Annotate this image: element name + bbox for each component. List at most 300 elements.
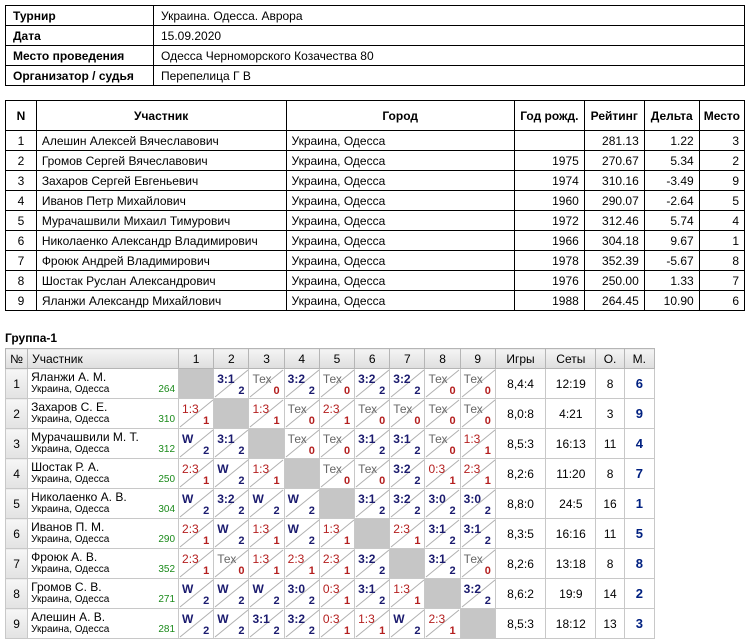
participants-column-header: Город: [286, 101, 514, 131]
result-box: [355, 369, 389, 398]
participant-number: 6: [6, 231, 37, 251]
result-score: W: [217, 522, 229, 536]
result-score: W: [287, 522, 299, 536]
result-box: [390, 519, 424, 548]
result-box: [355, 459, 389, 488]
result-cell: [179, 609, 214, 639]
row-number: 5: [6, 489, 28, 519]
participant-city: Украина, Одесса: [286, 151, 514, 171]
result-box: [461, 519, 495, 548]
points-value: 11: [596, 519, 624, 549]
result-points: 0: [273, 385, 280, 397]
participant-name: Громов Сергей Вячеславович: [36, 151, 286, 171]
cross-header-opponent: 6: [355, 349, 390, 369]
result-score: 1:3: [393, 582, 410, 596]
player-rating: 352: [158, 564, 176, 575]
tournament-info-table: [5, 5, 745, 86]
result-box: [425, 459, 459, 488]
participant-birth-year: 1978: [514, 251, 584, 271]
result-points: 2: [203, 595, 210, 607]
participant-city: Украина, Одесса: [286, 251, 514, 271]
sets-value: 24:5: [546, 489, 596, 519]
result-score: 2:3: [393, 522, 410, 536]
place-value: 8: [624, 549, 654, 579]
result-cell: [249, 399, 284, 429]
result-cell: [390, 399, 425, 429]
info-label: Организатор / судья: [6, 66, 154, 86]
result-box: [461, 579, 495, 608]
diagonal-cell: [319, 489, 354, 519]
result-score: 1:3: [182, 402, 199, 416]
result-box: [355, 429, 389, 458]
group-cross-table: [5, 348, 655, 639]
result-points: 2: [484, 505, 491, 517]
participant-place: 4: [699, 211, 744, 231]
result-cell: [179, 549, 214, 579]
player-city: Украина, Одесса 304: [31, 504, 176, 515]
result-points: 2: [238, 445, 245, 457]
result-points: 2: [484, 595, 491, 607]
diagonal-cell: [179, 369, 214, 399]
result-score: 3:2: [393, 372, 411, 386]
result-box: [355, 549, 389, 578]
participant-birth-year: 1988: [514, 291, 584, 311]
result-score: 3:2: [287, 612, 305, 626]
participant-delta: -3.49: [644, 171, 699, 191]
table-row: [6, 231, 745, 251]
result-points: 1: [343, 595, 351, 607]
result-box: [179, 489, 213, 518]
result-box: [320, 609, 354, 638]
result-score: W: [182, 432, 194, 446]
result-cell: [284, 519, 319, 549]
result-points: 1: [273, 535, 280, 547]
result-points: 2: [308, 625, 315, 637]
participant-rating: 264.45: [584, 291, 644, 311]
result-box: [285, 369, 319, 398]
result-points: 2: [238, 505, 245, 517]
result-points: 2: [273, 595, 280, 607]
result-cell: [425, 429, 460, 459]
result-box: [320, 579, 354, 608]
place-value: 2: [624, 579, 654, 609]
participant-name: Яланжи Александр Михайлович: [36, 291, 286, 311]
result-cell: [390, 369, 425, 399]
result-box: [214, 579, 248, 608]
result-score: 3:2: [217, 492, 235, 506]
result-cell: [460, 369, 495, 399]
result-points: 2: [238, 535, 245, 547]
result-cell: [425, 399, 460, 429]
result-box: [285, 579, 319, 608]
result-box: [214, 459, 248, 488]
result-points: 1: [203, 415, 210, 427]
result-cell: [390, 579, 425, 609]
result-box: [249, 399, 283, 428]
result-cell: [390, 519, 425, 549]
participant-rating: 290.07: [584, 191, 644, 211]
result-score: 1:3: [252, 552, 270, 566]
result-points: 0: [238, 565, 245, 577]
result-box: [390, 609, 424, 638]
table-row: [6, 151, 745, 171]
result-points: 1: [343, 535, 351, 547]
result-box: [214, 429, 248, 458]
result-points: 1: [449, 625, 456, 637]
result-points: 2: [484, 535, 491, 547]
result-points: 0: [343, 445, 351, 457]
participant-delta: 1.33: [644, 271, 699, 291]
result-points: 1: [343, 625, 351, 637]
result-box: [425, 399, 459, 428]
player-cell: [28, 369, 179, 399]
participant-birth-year: 1960: [514, 191, 584, 211]
cross-header-games: Игры: [495, 349, 545, 369]
result-points: 1: [484, 445, 491, 457]
cross-header-opponent: 7: [390, 349, 425, 369]
result-box: [249, 369, 283, 398]
result-cell: [425, 549, 460, 579]
result-box: [214, 369, 248, 398]
result-box: [425, 549, 459, 578]
diagonal-cell: [284, 459, 319, 489]
result-points: 0: [343, 385, 351, 397]
result-points: 0: [449, 385, 456, 397]
player-name: Шостак Р. А.: [31, 460, 100, 474]
participant-birth-year: 1976: [514, 271, 584, 291]
player-city: Украина, Одесса 310: [31, 414, 176, 425]
row-number: 7: [6, 549, 28, 579]
result-box: [285, 519, 319, 548]
result-points: 2: [449, 505, 456, 517]
place-value: 4: [624, 429, 654, 459]
result-box: [461, 369, 495, 398]
result-score: 3:1: [217, 432, 235, 446]
result-cell: [460, 519, 495, 549]
result-box: [461, 429, 495, 458]
table-row: [6, 171, 745, 191]
result-score: W: [393, 612, 405, 626]
table-row: [6, 271, 745, 291]
result-box: [214, 609, 248, 638]
result-score: 3:0: [287, 582, 305, 596]
points-value: 8: [596, 459, 624, 489]
result-points: 2: [308, 505, 315, 517]
table-row: [6, 489, 655, 519]
player-rating: 281: [158, 624, 176, 635]
participant-name: Шостак Руслан Александрович: [36, 271, 286, 291]
player-city: Украина, Одесса 312: [31, 444, 176, 455]
points-value: 16: [596, 489, 624, 519]
result-cell: [249, 369, 284, 399]
player-cell: [28, 429, 179, 459]
result-score: 3:2: [393, 462, 411, 476]
result-box: [390, 429, 424, 458]
table-row: [6, 131, 745, 151]
result-cell: [355, 459, 390, 489]
result-cell: [460, 399, 495, 429]
participant-delta: 1.22: [644, 131, 699, 151]
result-points: 1: [203, 475, 210, 487]
result-score: W: [182, 582, 194, 596]
result-box: [249, 519, 283, 548]
player-rating: 250: [158, 474, 176, 485]
result-score: 3:2: [463, 582, 482, 596]
player-city: Украина, Одесса 271: [31, 594, 176, 605]
participant-rating: 304.18: [584, 231, 644, 251]
result-box: [285, 549, 319, 578]
result-cell: [284, 579, 319, 609]
participant-place: 5: [699, 191, 744, 211]
table-row: [6, 291, 745, 311]
participants-table: [5, 100, 745, 311]
result-box: [249, 459, 283, 488]
result-score: Тех: [322, 432, 342, 446]
result-cell: [319, 519, 354, 549]
row-number: 9: [6, 609, 28, 639]
participant-rating: 352.39: [584, 251, 644, 271]
diagonal-cell: [390, 549, 425, 579]
info-value: Украина. Одесса. Аврора: [154, 6, 745, 26]
player-rating: 290: [158, 534, 176, 545]
player-city: Украина, Одесса 290: [31, 534, 176, 545]
participant-city: Украина, Одесса: [286, 271, 514, 291]
result-score: W: [287, 492, 299, 506]
place-value: 9: [624, 399, 654, 429]
participant-delta: -5.67: [644, 251, 699, 271]
result-box: [461, 489, 495, 518]
place-value: 6: [624, 369, 654, 399]
result-points: 2: [414, 475, 421, 487]
result-box: [249, 489, 283, 518]
result-cell: [460, 579, 495, 609]
result-cell: [179, 489, 214, 519]
games-value: 8,6:2: [495, 579, 545, 609]
result-cell: [249, 519, 284, 549]
result-box: [285, 429, 319, 458]
participant-city: Украина, Одесса: [286, 171, 514, 191]
place-value: 1: [624, 489, 654, 519]
result-score: 3:0: [463, 492, 482, 506]
player-cell: [28, 399, 179, 429]
result-cell: [425, 369, 460, 399]
result-cell: [214, 579, 249, 609]
result-score: 3:1: [358, 492, 376, 506]
sets-value: 11:20: [546, 459, 596, 489]
games-value: 8,3:5: [495, 519, 545, 549]
result-score: W: [252, 582, 264, 596]
games-value: 8,2:6: [495, 549, 545, 579]
result-box: [425, 519, 459, 548]
result-cell: [179, 519, 214, 549]
participants-column-header: Рейтинг: [584, 101, 644, 131]
result-points: 2: [203, 625, 210, 637]
result-score: 2:3: [182, 462, 199, 476]
table-row: [6, 549, 655, 579]
participant-place: 3: [699, 131, 744, 151]
result-cell: [214, 549, 249, 579]
participant-delta: 9.67: [644, 231, 699, 251]
result-cell: [460, 549, 495, 579]
result-cell: [319, 369, 354, 399]
result-score: 3:1: [358, 582, 376, 596]
result-score: 2:3: [463, 462, 481, 476]
result-cell: [179, 579, 214, 609]
result-box: [390, 489, 424, 518]
player-cell: [28, 519, 179, 549]
sets-value: 16:13: [546, 429, 596, 459]
result-cell: [284, 369, 319, 399]
participant-name: Захаров Сергей Евгеньевич: [36, 171, 286, 191]
result-points: 2: [203, 445, 210, 457]
cross-header-opponent: 5: [319, 349, 354, 369]
result-score: Тех: [463, 402, 483, 416]
result-box: [461, 459, 495, 488]
result-cell: [460, 429, 495, 459]
participant-delta: 10.90: [644, 291, 699, 311]
result-score: 3:1: [463, 522, 482, 536]
points-value: 3: [596, 399, 624, 429]
participant-number: 2: [6, 151, 37, 171]
result-box: [355, 399, 389, 428]
result-cell: [355, 489, 390, 519]
player-name: Алешин А. В.: [31, 610, 106, 624]
result-cell: [355, 369, 390, 399]
player-name: Захаров С. Е.: [31, 400, 108, 414]
result-box: [249, 609, 283, 638]
info-label: Место проведения: [6, 46, 154, 66]
info-row: [6, 46, 745, 66]
table-row: [6, 211, 745, 231]
result-score: Тех: [358, 402, 378, 416]
result-score: Тех: [217, 552, 237, 566]
result-box: [179, 579, 213, 608]
result-score: 1:3: [252, 522, 270, 536]
result-box: [179, 429, 213, 458]
player-city: Украина, Одесса 264: [31, 384, 176, 395]
player-cell: [28, 489, 179, 519]
participant-delta: 5.34: [644, 151, 699, 171]
result-score: 1:3: [322, 522, 340, 536]
result-points: 2: [449, 565, 456, 577]
result-box: [390, 459, 424, 488]
result-cell: [460, 459, 495, 489]
place-value: 5: [624, 519, 654, 549]
info-value: Одесса Черноморского Козачества 80: [154, 46, 745, 66]
player-name: Николаенко А. В.: [31, 490, 127, 504]
result-points: 2: [238, 595, 245, 607]
result-score: Тех: [393, 402, 413, 416]
games-value: 8,4:4: [495, 369, 545, 399]
games-value: 8,0:8: [495, 399, 545, 429]
participant-city: Украина, Одесса: [286, 191, 514, 211]
result-points: 2: [379, 385, 386, 397]
result-score: 2:3: [287, 552, 305, 566]
result-points: 1: [379, 625, 386, 637]
result-box: [390, 369, 424, 398]
result-cell: [214, 429, 249, 459]
row-number: 1: [6, 369, 28, 399]
result-cell: [249, 609, 284, 639]
player-name: Фроюк А. В.: [31, 550, 98, 564]
result-score: 1:3: [463, 432, 481, 446]
player-rating: 310: [158, 414, 176, 425]
participant-rating: 310.16: [584, 171, 644, 191]
info-row: [6, 66, 745, 86]
place-value: 7: [624, 459, 654, 489]
table-row: [6, 429, 655, 459]
result-cell: [425, 489, 460, 519]
result-box: [320, 519, 354, 548]
result-box: [285, 489, 319, 518]
result-cell: [179, 399, 214, 429]
result-score: 3:1: [428, 552, 446, 566]
result-cell: [249, 579, 284, 609]
result-points: 2: [238, 475, 245, 487]
result-points: 2: [379, 505, 386, 517]
result-box: [179, 459, 213, 488]
result-score: W: [217, 612, 229, 626]
points-value: 13: [596, 609, 624, 639]
result-score: Тех: [287, 432, 307, 446]
result-score: W: [252, 492, 264, 506]
result-points: 2: [379, 565, 386, 577]
participants-column-header: N: [6, 101, 37, 131]
result-points: 2: [379, 445, 386, 457]
cross-header-points: О.: [596, 349, 624, 369]
sets-value: 16:16: [546, 519, 596, 549]
result-box: [179, 519, 213, 548]
cross-header-opponent: 8: [425, 349, 460, 369]
participant-name: Фроюк Андрей Владимирович: [36, 251, 286, 271]
result-points: 1: [343, 415, 351, 427]
result-points: 1: [203, 565, 210, 577]
result-box: [320, 369, 354, 398]
result-score: 2:3: [428, 612, 446, 626]
result-score: Тех: [252, 372, 272, 386]
table-row: [6, 579, 655, 609]
result-cell: [179, 459, 214, 489]
result-score: 2:3: [322, 552, 340, 566]
result-score: 3:1: [252, 612, 270, 626]
result-points: 1: [343, 565, 351, 577]
participants-column-header: Год рожд.: [514, 101, 584, 131]
info-value: 15.09.2020: [154, 26, 745, 46]
participant-city: Украина, Одесса: [286, 211, 514, 231]
result-score: 3:1: [393, 432, 411, 446]
result-score: Тех: [428, 372, 448, 386]
participant-birth-year: [514, 131, 584, 151]
participant-delta: 5.74: [644, 211, 699, 231]
info-label: Дата: [6, 26, 154, 46]
participant-delta: -2.64: [644, 191, 699, 211]
result-score: 1:3: [358, 612, 375, 626]
result-score: 1:3: [252, 462, 270, 476]
result-cell: [425, 519, 460, 549]
participant-birth-year: 1966: [514, 231, 584, 251]
result-points: 1: [273, 475, 280, 487]
player-rating: 304: [158, 504, 176, 515]
participant-rating: 281.13: [584, 131, 644, 151]
row-number: 8: [6, 579, 28, 609]
result-points: 2: [379, 595, 386, 607]
result-points: 0: [414, 415, 421, 427]
points-value: 8: [596, 369, 624, 399]
table-row: [6, 609, 655, 639]
info-value: Перепелица Г В: [154, 66, 745, 86]
row-number: 2: [6, 399, 28, 429]
result-score: Тех: [463, 552, 483, 566]
